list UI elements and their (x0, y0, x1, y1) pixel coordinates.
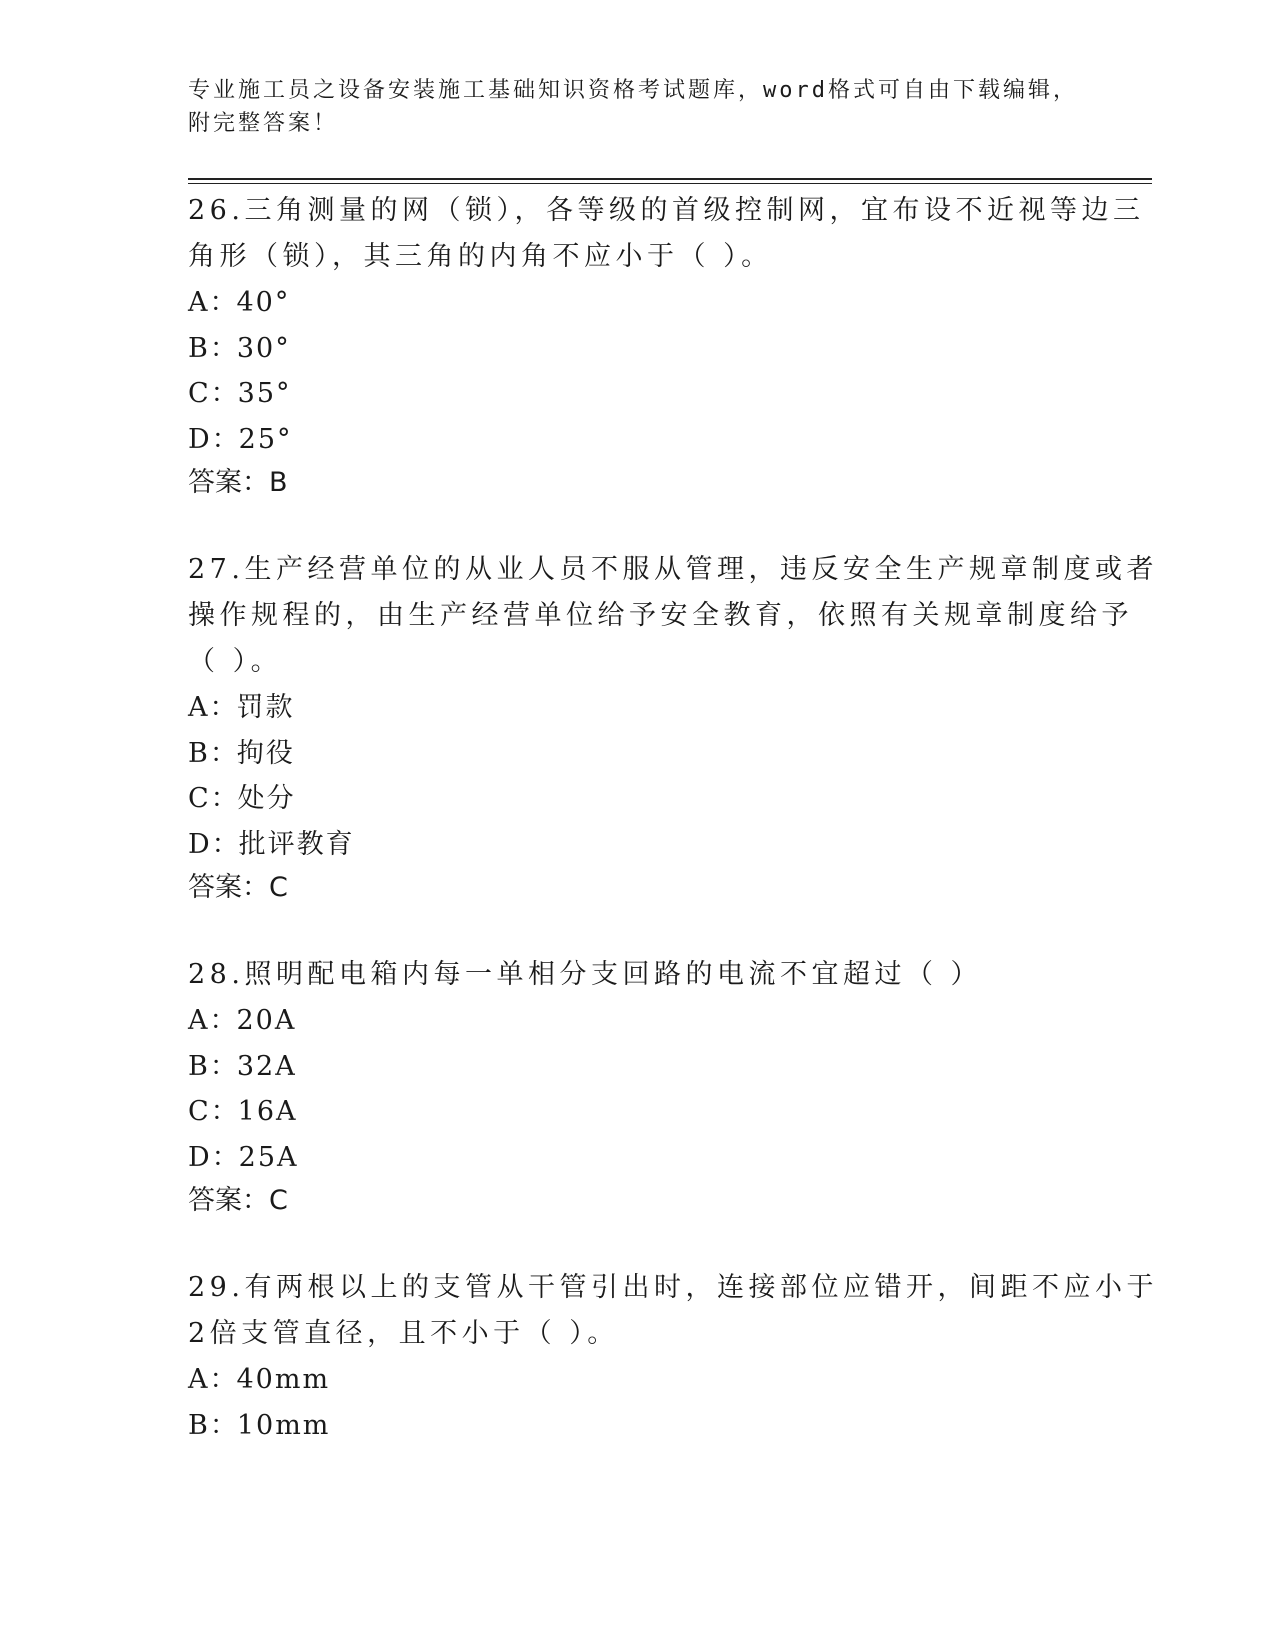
option-key: C (188, 378, 211, 409)
option-separator: ： (209, 1050, 237, 1082)
document-header (188, 74, 1088, 140)
question-item (188, 547, 1158, 911)
question-text (188, 547, 1158, 685)
option-separator: ： (211, 828, 239, 860)
option-separator: ： (209, 287, 237, 318)
question-text-line: 角形（锁），其三角的内角不应小于（ ）。 (188, 241, 773, 272)
option-text: 10mm (236, 1409, 331, 1441)
option-separator: ： (209, 332, 237, 364)
question-text-line: 29.有两根以上的支管从干管引出时，连接部位应错开，间距不应小于 (188, 1272, 1158, 1303)
option-a (188, 998, 1088, 1044)
option-text: 40mm (236, 1364, 331, 1395)
option-text: 20A (236, 1005, 297, 1036)
option-d (188, 822, 1088, 868)
answer-line (188, 865, 1088, 911)
option-text: 35° (237, 378, 292, 409)
option-key: D (188, 828, 212, 860)
question-text (188, 188, 1145, 280)
option-key: C (188, 1096, 211, 1127)
option-separator: ： (211, 423, 239, 455)
option-key: B (188, 332, 210, 364)
header-divider (188, 178, 1152, 184)
option-text: 25A (238, 1141, 299, 1173)
option-c (188, 371, 1088, 417)
question-text-line: 2倍支管直径，且不小于（ ）。 (188, 1318, 619, 1349)
option-text: 25° (238, 423, 293, 455)
question-item (188, 188, 1145, 506)
option-separator: ： (210, 783, 238, 814)
answer-line (188, 1178, 1088, 1224)
option-key: B (188, 1050, 210, 1082)
header-line-2: 附完整答案！ (188, 111, 339, 136)
option-text: 处分 (237, 783, 296, 814)
option-b (188, 731, 1088, 777)
question-text (188, 1265, 1158, 1357)
option-key: C (188, 783, 211, 814)
question-list (188, 188, 1158, 1489)
option-text: 40° (236, 287, 291, 318)
option-text: 罚款 (236, 692, 295, 723)
option-separator: ： (209, 1409, 237, 1441)
question-text-line: 28.照明配电箱内每一单相分支回路的电流不宜超过（ ） (188, 959, 983, 990)
answer-value: C (269, 872, 288, 903)
option-text: 批评教育 (238, 828, 355, 860)
answer-value: B (269, 467, 288, 498)
question-item (188, 952, 1088, 1224)
answer-label: 答案： (188, 467, 269, 498)
option-text: 30° (236, 332, 291, 364)
question-text-line: 26.三角测量的网（锁），各等级的首级控制网，宜布设不近视等边三 (188, 195, 1145, 226)
option-c (188, 776, 1088, 822)
option-text: 32A (236, 1050, 297, 1082)
option-separator: ： (209, 737, 237, 769)
option-text: 16A (237, 1096, 298, 1127)
option-separator: ： (210, 1096, 238, 1127)
option-key: B (188, 1409, 210, 1441)
option-a (188, 1357, 1088, 1403)
option-key: B (188, 737, 210, 769)
option-key: D (188, 423, 212, 455)
option-separator: ： (210, 378, 238, 409)
header-line-1: 专业施工员之设备安装施工基础知识资格考试题库，word格式可自由下载编辑， (188, 78, 1078, 103)
option-c (188, 1089, 1088, 1135)
question-text-line: 27.生产经营单位的从业人员不服从管理，违反安全生产规章制度或者 (188, 554, 1158, 585)
option-a (188, 685, 1088, 731)
option-separator: ： (209, 1364, 237, 1395)
option-key: A (188, 287, 210, 318)
option-d (188, 1135, 1088, 1181)
option-b (188, 326, 1088, 372)
option-a (188, 280, 1088, 326)
answer-line (188, 460, 1088, 506)
option-text: 拘役 (236, 737, 295, 769)
option-key: D (188, 1141, 212, 1173)
answer-label: 答案： (188, 872, 269, 903)
option-key: A (188, 1005, 210, 1036)
question-item (188, 1265, 1158, 1448)
option-b (188, 1403, 1088, 1449)
option-separator: ： (209, 692, 237, 723)
question-text (188, 952, 1088, 998)
answer-label: 答案： (188, 1185, 269, 1216)
answer-value: C (269, 1185, 288, 1216)
option-key: A (188, 1364, 210, 1395)
option-key: A (188, 692, 210, 723)
question-text-line: 操作规程的，由生产经营单位给予安全教育，依照有关规章制度给予 (188, 600, 1133, 631)
question-text-line: （ ）。 (188, 646, 283, 677)
option-b (188, 1044, 1088, 1090)
option-d (188, 417, 1088, 463)
option-separator: ： (211, 1141, 239, 1173)
option-separator: ： (209, 1005, 237, 1036)
